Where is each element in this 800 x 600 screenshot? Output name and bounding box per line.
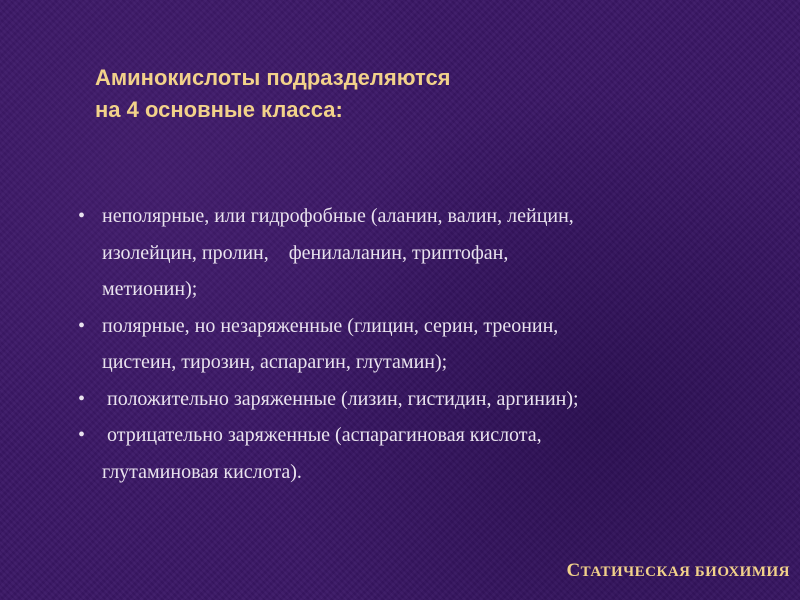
bullet-item-polar (78, 308, 768, 381)
bullet-line: метионин); (102, 278, 198, 300)
title-line-2: на 4 основные класса: (95, 97, 343, 122)
slide-title (95, 62, 655, 126)
footer-first-letter: С (566, 560, 581, 581)
bullet-item-nonpolar (78, 198, 768, 308)
bullet-line: отрицательно заряженные (аспарагиновая кислота, (102, 424, 542, 446)
bullet-line: положительно заряженные (лизин, гистидин, аргинин); (102, 387, 579, 410)
bullet-item-positive (78, 381, 768, 418)
bullet-line: глутаминовая кислота). (102, 460, 302, 483)
bullet-marker: • (78, 387, 86, 410)
bullet-line: цистеин, тирозин, аспарагин, глутамин); (102, 351, 448, 373)
bullet-line: неполярные, или гидрофобные (аланин, валин, лейцин, (102, 205, 574, 227)
bullet-marker: • (78, 314, 86, 337)
bullet-marker: • (78, 424, 86, 446)
title-line-1: Аминокислоты подразделяются (95, 65, 451, 90)
bullet-line: полярные, но незаряженные (глицин, серин, треонин, (102, 314, 559, 337)
bullet-list (78, 198, 768, 490)
bullet-item-negative (78, 417, 768, 490)
footer-rest: ТАТИЧЕСКАЯ БИОХИМИЯ (580, 564, 790, 580)
footer-caption (566, 560, 790, 582)
bullet-line: изолейцин, пролин, фенилаланин, триптофан, (102, 241, 509, 264)
bullet-marker: • (78, 205, 86, 227)
